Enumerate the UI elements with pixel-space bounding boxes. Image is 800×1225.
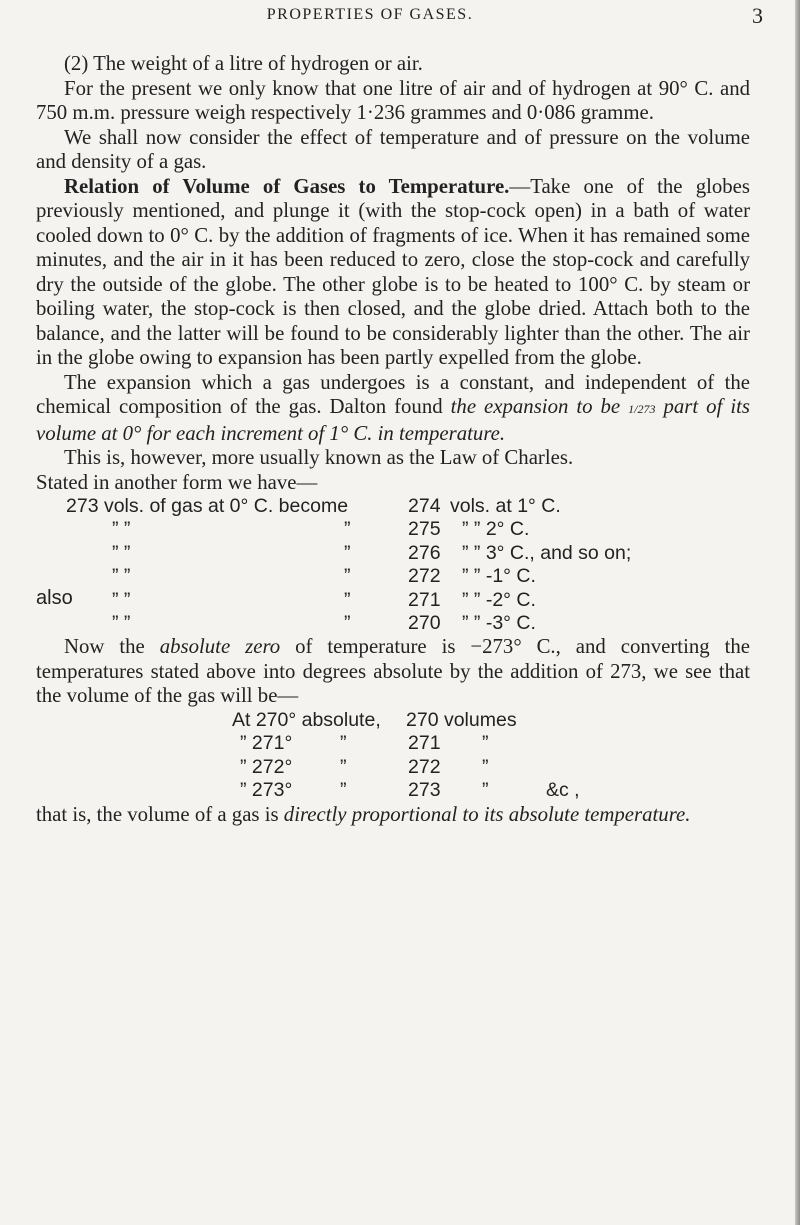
table-cell: 271 (408, 732, 441, 755)
table-cell: 273 (408, 779, 441, 802)
table-row (36, 756, 750, 780)
also-label: also (36, 587, 73, 609)
paragraph-text: Now the (64, 635, 160, 659)
table-cell: ” (482, 732, 489, 755)
table-cell-volume: 275 (408, 518, 441, 541)
table-row (36, 589, 750, 612)
table-row (36, 612, 750, 635)
table-cell-volume: 270 (408, 611, 441, 634)
paragraph-dalton (36, 371, 750, 447)
paragraph-relation-volume-temperature (36, 175, 750, 371)
table-cell: ” (344, 611, 351, 634)
table-cell: ” ” (112, 611, 131, 634)
table-cell: ” ” 2° C. (462, 518, 530, 541)
paragraph-text: The expansion which a gas undergoes is a constant, and independent of the chemical composition of the gas. Dalton found (36, 370, 750, 418)
table-cell: ” (344, 541, 351, 564)
table-cell: ” 271° (240, 732, 293, 755)
table-row (36, 565, 750, 588)
table-row (36, 495, 750, 518)
table-cell: vols. at 1° C. (450, 495, 561, 517)
page-header (0, 3, 800, 32)
absolute-temperature-table (36, 709, 750, 803)
table-row (36, 518, 750, 541)
italic-text: part of its volume at 0° for each increment of 1° C. in temperature. (36, 395, 750, 445)
fraction-value: 1/273 (628, 402, 656, 416)
table-row (36, 709, 750, 733)
section-heading: Relation of Volume of Gases to Temperature. (64, 174, 510, 198)
running-title: PROPERTIES OF GASES. (266, 6, 474, 23)
table-cell: ” (340, 755, 347, 778)
paragraph-conclusion (36, 803, 750, 828)
table-cell: ” ” (112, 518, 131, 541)
table-cell: ” (344, 565, 351, 588)
table-cell: 272 (408, 755, 441, 778)
table-cell: ” (482, 755, 489, 778)
table-row (36, 732, 750, 756)
table-cell: ” 272° (240, 755, 293, 778)
paragraph-text: —Take one of the globes previously mentioned, and plunge it (with the stop-cock open) in a bath of water cooled down to 0° C. by the addition of fragments of ice. When it has remained some minutes, and the air in it has been reduced to zero, close the stop-cock and carefully dry the outside of the globe. The other globe is to be heated to 100° C. by steam or boiling water, the stop-cock is then closed, and the globe dried. Attach both to the balance, and the latter will be found to be considerably lighter than the other. The air in the globe owing to expansion has been partly expelled from the globe. (36, 174, 750, 369)
paragraph-another-form: Stated in another form we have— (36, 470, 318, 494)
paragraph-text: of temperature is −273° C., and converting the temperatures stated above into degrees absolute by the addition of 273, we see that the volume of the gas will be— (36, 635, 750, 708)
table-cell: &c , (546, 779, 580, 802)
paragraph-litre-weights: For the present we only know that one litre of air and of hydrogen at 90° C. and 750 m.m. pressure weigh respectively 1·236 grammes and 0·086 gramme. (36, 76, 750, 124)
table-cell: ” ” (112, 565, 131, 588)
table-cell: ” (344, 588, 351, 611)
page-edge-shadow (795, 0, 800, 1225)
table-cell: ” (340, 779, 347, 802)
table-cell: ” ” -1° C. (462, 565, 536, 588)
paragraph-effect-intro: We shall now consider the effect of temperature and of pressure on the volume and density of a gas. (36, 125, 750, 173)
table-cell: ” 273° (240, 779, 293, 802)
table-cell: At 270° absolute, (232, 708, 381, 731)
paragraph-law-of-charles: This is, however, more usually known as the Law of Charles. (64, 446, 574, 469)
italic-text: directly proportional to its absolute temperature. (283, 802, 691, 826)
table-cell: ” ” 3° C., and so on; (462, 541, 632, 564)
table-cell: ” ” (112, 541, 131, 564)
table-row (36, 779, 750, 803)
paragraph-absolute-zero (36, 635, 750, 709)
table-cell: ” (344, 518, 351, 541)
table-cell: ” (482, 779, 489, 802)
table-cell: ” (340, 732, 347, 755)
table-cell: 270 volumes (406, 708, 517, 731)
italic-text: the expansion to be (450, 395, 629, 418)
paragraph-weight-of-litre: (2) The weight of a litre of hydrogen or air. (64, 52, 423, 75)
italic-text: absolute zero (159, 635, 281, 659)
table-cell: 273 vols. of gas at 0° C. become (66, 495, 349, 517)
table-cell-volume: 274 (408, 495, 441, 517)
table-cell-volume: 271 (408, 588, 441, 611)
table-cell: ” ” -2° C. (462, 588, 536, 611)
table-cell-volume: 276 (408, 541, 441, 564)
table-cell-volume: 272 (408, 565, 441, 588)
page-number: 3 (752, 3, 763, 28)
table-row (36, 542, 750, 565)
page-body (36, 52, 750, 827)
paragraph-text: that is, the volume of a gas is (36, 802, 284, 826)
table-cell: ” ” -3° C. (462, 611, 536, 634)
table-cell: ” ” (112, 588, 131, 611)
charles-law-table (36, 495, 750, 635)
